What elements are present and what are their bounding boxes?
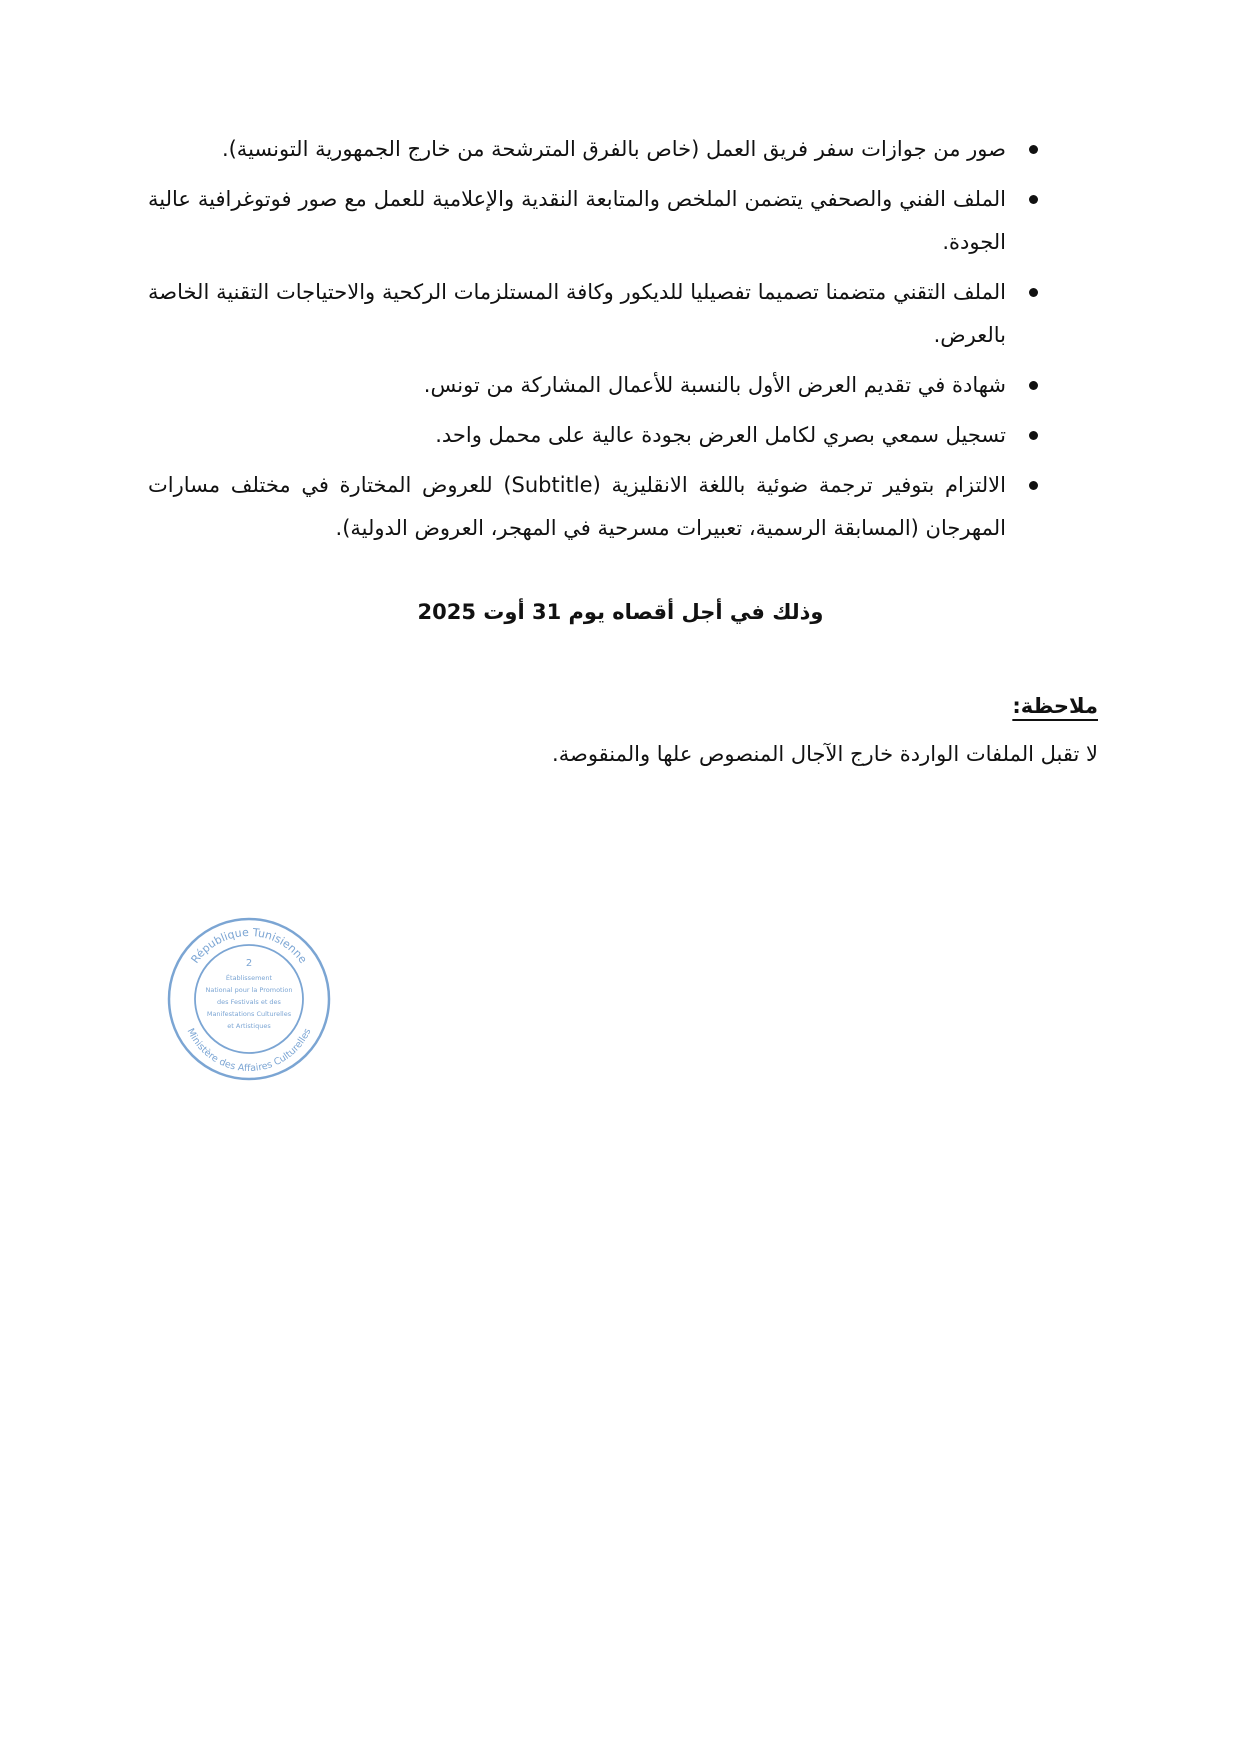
requirement-text: الملف التقني متضمنا تصميما تفصيليا للديكور وكافة المستلزمات الركحية والاحتياجات التقنية الخاصة بالعرض.	[148, 280, 1006, 347]
bullet-icon	[1029, 145, 1038, 154]
stamp-center-line: Manifestations Culturelles	[206, 1010, 292, 1018]
requirement-item	[148, 364, 1048, 407]
requirement-item	[148, 271, 1048, 357]
note-heading: ملاحظة:	[1012, 694, 1098, 718]
stamp-center-line: et Artistiques	[227, 1022, 271, 1030]
requirement-text: تسجيل سمعي بصري لكامل العرض بجودة عالية على محمل واحد.	[435, 423, 1006, 447]
official-stamp-icon	[158, 908, 340, 1090]
requirement-item	[148, 128, 1048, 171]
stamp-center-line: National pour la Promotion	[205, 986, 293, 994]
requirement-item	[148, 414, 1048, 457]
requirement-item	[148, 464, 1048, 550]
bullet-icon	[1029, 195, 1038, 204]
requirement-text: الملف الفني والصحفي يتضمن الملخص والمتابعة النقدية والإعلامية للعمل مع صور فوتوغرافية عالية الجودة.	[148, 187, 1006, 254]
bullet-icon	[1029, 431, 1038, 440]
requirements-list	[148, 128, 1048, 557]
bullet-icon	[1029, 381, 1038, 390]
requirement-text: شهادة في تقديم العرض الأول بالنسبة للأعمال المشاركة من تونس.	[423, 373, 1006, 397]
note-text: لا تقبل الملفات الواردة خارج الآجال المنصوص علها والمنقوصة.	[552, 742, 1098, 766]
bullet-icon	[1029, 481, 1038, 490]
stamp-center-line: des Festivals et des	[217, 998, 281, 1006]
bullet-icon	[1029, 288, 1038, 297]
stamp-outer-text: République Tunisienne	[188, 925, 310, 966]
svg-text:Ministère des Affaires Culture	[185, 1027, 314, 1074]
stamp-center-line: 2	[245, 958, 253, 969]
requirement-text: الالتزام بتوفير ترجمة ضوئية باللغة الانقليزية (Subtitle) للعروض المختارة في مختلف مسارات المهرجان (المسابقة الرسمية، تعبيرات مسرحية في المهجر، العروض الدولية).	[148, 473, 1006, 540]
deadline-statement: وذلك في أجل أقصاه يوم 31 أوت 2025	[417, 600, 824, 624]
stamp-lower-text: Ministère des Affaires Culturelles	[184, 1026, 314, 1075]
stamp-center-line: Établissement	[225, 974, 273, 982]
requirement-item	[148, 178, 1048, 264]
requirement-text: صور من جوازات سفر فريق العمل (خاص بالفرق المترشحة من خارج الجمهورية التونسية).	[221, 137, 1006, 161]
